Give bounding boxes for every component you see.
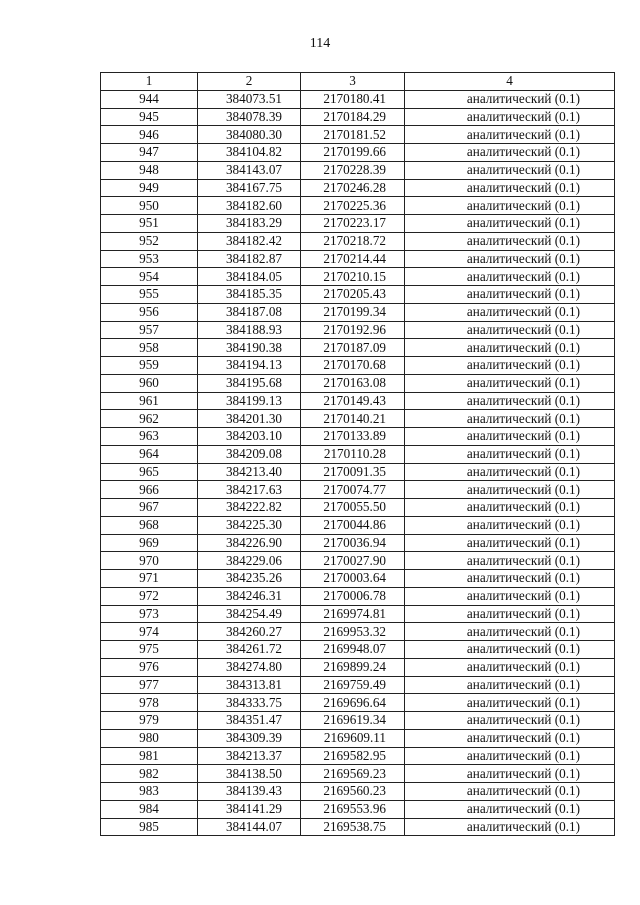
point-number-cell: 983 (101, 783, 198, 801)
method-cell: аналитический (0.1) (405, 428, 615, 446)
y-coordinate-cell: 2170180.41 (301, 90, 405, 108)
method-cell: аналитический (0.1) (405, 623, 615, 641)
table-row (101, 144, 615, 162)
method-cell: аналитический (0.1) (405, 392, 615, 410)
y-coordinate-cell: 2170246.28 (301, 179, 405, 197)
method-cell: аналитический (0.1) (405, 357, 615, 375)
method-cell: аналитический (0.1) (405, 374, 615, 392)
table-row (101, 516, 615, 534)
table-row (101, 570, 615, 588)
y-coordinate-cell: 2170044.86 (301, 516, 405, 534)
y-coordinate-cell: 2169948.07 (301, 641, 405, 659)
point-number-cell: 953 (101, 250, 198, 268)
x-coordinate-cell: 384080.30 (198, 126, 301, 144)
point-number-cell: 962 (101, 410, 198, 428)
y-coordinate-cell: 2170006.78 (301, 587, 405, 605)
column-header-3: 3 (301, 73, 405, 91)
x-coordinate-cell: 384187.08 (198, 303, 301, 321)
method-cell: аналитический (0.1) (405, 126, 615, 144)
method-cell: аналитический (0.1) (405, 90, 615, 108)
table-row (101, 605, 615, 623)
method-cell: аналитический (0.1) (405, 552, 615, 570)
y-coordinate-cell: 2170187.09 (301, 339, 405, 357)
method-cell: аналитический (0.1) (405, 729, 615, 747)
y-coordinate-cell: 2169619.34 (301, 712, 405, 730)
point-number-cell: 944 (101, 90, 198, 108)
point-number-cell: 946 (101, 126, 198, 144)
table-row (101, 161, 615, 179)
method-cell: аналитический (0.1) (405, 747, 615, 765)
point-number-cell: 982 (101, 765, 198, 783)
point-number-cell: 970 (101, 552, 198, 570)
table-row (101, 321, 615, 339)
point-number-cell: 957 (101, 321, 198, 339)
method-cell: аналитический (0.1) (405, 108, 615, 126)
y-coordinate-cell: 2170027.90 (301, 552, 405, 570)
table-row (101, 374, 615, 392)
point-number-cell: 960 (101, 374, 198, 392)
x-coordinate-cell: 384182.42 (198, 232, 301, 250)
method-cell: аналитический (0.1) (405, 321, 615, 339)
y-coordinate-cell: 2169899.24 (301, 658, 405, 676)
y-coordinate-cell: 2170199.34 (301, 303, 405, 321)
table-row (101, 303, 615, 321)
x-coordinate-cell: 384274.80 (198, 658, 301, 676)
method-cell: аналитический (0.1) (405, 605, 615, 623)
table-row (101, 712, 615, 730)
point-number-cell: 985 (101, 818, 198, 836)
x-coordinate-cell: 384226.90 (198, 534, 301, 552)
table-row (101, 552, 615, 570)
method-cell: аналитический (0.1) (405, 144, 615, 162)
x-coordinate-cell: 384182.60 (198, 197, 301, 215)
method-cell: аналитический (0.1) (405, 463, 615, 481)
x-coordinate-cell: 384182.87 (198, 250, 301, 268)
method-cell: аналитический (0.1) (405, 481, 615, 499)
method-cell: аналитический (0.1) (405, 641, 615, 659)
method-cell: аналитический (0.1) (405, 534, 615, 552)
y-coordinate-cell: 2170163.08 (301, 374, 405, 392)
point-number-cell: 969 (101, 534, 198, 552)
method-cell: аналитический (0.1) (405, 339, 615, 357)
point-number-cell: 958 (101, 339, 198, 357)
x-coordinate-cell: 384261.72 (198, 641, 301, 659)
point-number-cell: 959 (101, 357, 198, 375)
y-coordinate-cell: 2169569.23 (301, 765, 405, 783)
method-cell: аналитический (0.1) (405, 765, 615, 783)
table-row (101, 268, 615, 286)
x-coordinate-cell: 384073.51 (198, 90, 301, 108)
y-coordinate-cell: 2170218.72 (301, 232, 405, 250)
x-coordinate-cell: 384078.39 (198, 108, 301, 126)
table-row (101, 676, 615, 694)
y-coordinate-cell: 2169560.23 (301, 783, 405, 801)
table-row (101, 800, 615, 818)
table-row (101, 587, 615, 605)
method-cell: аналитический (0.1) (405, 694, 615, 712)
table-row (101, 818, 615, 836)
y-coordinate-cell: 2170192.96 (301, 321, 405, 339)
method-cell: аналитический (0.1) (405, 268, 615, 286)
table-row (101, 286, 615, 304)
point-number-cell: 979 (101, 712, 198, 730)
x-coordinate-cell: 384167.75 (198, 179, 301, 197)
y-coordinate-cell: 2169953.32 (301, 623, 405, 641)
y-coordinate-cell: 2169609.11 (301, 729, 405, 747)
y-coordinate-cell: 2170199.66 (301, 144, 405, 162)
y-coordinate-cell: 2170149.43 (301, 392, 405, 410)
page-number: 114 (309, 36, 331, 51)
table-row (101, 463, 615, 481)
coordinates-table (100, 72, 615, 836)
table-row (101, 197, 615, 215)
y-coordinate-cell: 2170074.77 (301, 481, 405, 499)
method-cell: аналитический (0.1) (405, 303, 615, 321)
x-coordinate-cell: 384201.30 (198, 410, 301, 428)
x-coordinate-cell: 384195.68 (198, 374, 301, 392)
method-cell: аналитический (0.1) (405, 570, 615, 588)
point-number-cell: 955 (101, 286, 198, 304)
x-coordinate-cell: 384229.06 (198, 552, 301, 570)
table-row (101, 179, 615, 197)
table-row (101, 534, 615, 552)
y-coordinate-cell: 2170210.15 (301, 268, 405, 286)
y-coordinate-cell: 2170225.36 (301, 197, 405, 215)
point-number-cell: 966 (101, 481, 198, 499)
point-number-cell: 973 (101, 605, 198, 623)
table-row (101, 765, 615, 783)
x-coordinate-cell: 384139.43 (198, 783, 301, 801)
method-cell: аналитический (0.1) (405, 818, 615, 836)
x-coordinate-cell: 384313.81 (198, 676, 301, 694)
y-coordinate-cell: 2170184.29 (301, 108, 405, 126)
point-number-cell: 950 (101, 197, 198, 215)
point-number-cell: 978 (101, 694, 198, 712)
table-row (101, 499, 615, 517)
table-row (101, 747, 615, 765)
method-cell: аналитический (0.1) (405, 499, 615, 517)
method-cell: аналитический (0.1) (405, 676, 615, 694)
table-row (101, 126, 615, 144)
table-row (101, 623, 615, 641)
x-coordinate-cell: 384188.93 (198, 321, 301, 339)
y-coordinate-cell: 2170223.17 (301, 215, 405, 233)
table-row (101, 641, 615, 659)
point-number-cell: 949 (101, 179, 198, 197)
table-row (101, 658, 615, 676)
point-number-cell: 964 (101, 445, 198, 463)
y-coordinate-cell: 2170110.28 (301, 445, 405, 463)
x-coordinate-cell: 384190.38 (198, 339, 301, 357)
method-cell: аналитический (0.1) (405, 179, 615, 197)
x-coordinate-cell: 384141.29 (198, 800, 301, 818)
y-coordinate-cell: 2169538.75 (301, 818, 405, 836)
method-cell: аналитический (0.1) (405, 286, 615, 304)
x-coordinate-cell: 384260.27 (198, 623, 301, 641)
table-row (101, 250, 615, 268)
table-body (101, 73, 615, 836)
point-number-cell: 945 (101, 108, 198, 126)
method-cell: аналитический (0.1) (405, 783, 615, 801)
point-number-cell: 980 (101, 729, 198, 747)
method-cell: аналитический (0.1) (405, 800, 615, 818)
y-coordinate-cell: 2170003.64 (301, 570, 405, 588)
x-coordinate-cell: 384351.47 (198, 712, 301, 730)
point-number-cell: 956 (101, 303, 198, 321)
y-coordinate-cell: 2169582.95 (301, 747, 405, 765)
method-cell: аналитический (0.1) (405, 445, 615, 463)
table-header-row (101, 73, 615, 91)
table-row (101, 357, 615, 375)
x-coordinate-cell: 384217.63 (198, 481, 301, 499)
point-number-cell: 975 (101, 641, 198, 659)
method-cell: аналитический (0.1) (405, 712, 615, 730)
table-row (101, 410, 615, 428)
x-coordinate-cell: 384309.39 (198, 729, 301, 747)
y-coordinate-cell: 2170181.52 (301, 126, 405, 144)
method-cell: аналитический (0.1) (405, 410, 615, 428)
x-coordinate-cell: 384254.49 (198, 605, 301, 623)
x-coordinate-cell: 384213.40 (198, 463, 301, 481)
x-coordinate-cell: 384143.07 (198, 161, 301, 179)
column-header-4: 4 (405, 73, 615, 91)
x-coordinate-cell: 384104.82 (198, 144, 301, 162)
table-row (101, 108, 615, 126)
x-coordinate-cell: 384185.35 (198, 286, 301, 304)
table-row (101, 783, 615, 801)
x-coordinate-cell: 384203.10 (198, 428, 301, 446)
y-coordinate-cell: 2169553.96 (301, 800, 405, 818)
method-cell: аналитический (0.1) (405, 516, 615, 534)
point-number-cell: 954 (101, 268, 198, 286)
column-header-2: 2 (198, 73, 301, 91)
x-coordinate-cell: 384213.37 (198, 747, 301, 765)
y-coordinate-cell: 2170055.50 (301, 499, 405, 517)
point-number-cell: 972 (101, 587, 198, 605)
method-cell: аналитический (0.1) (405, 161, 615, 179)
method-cell: аналитический (0.1) (405, 197, 615, 215)
method-cell: аналитический (0.1) (405, 658, 615, 676)
y-coordinate-cell: 2170228.39 (301, 161, 405, 179)
table-row (101, 339, 615, 357)
y-coordinate-cell: 2170140.21 (301, 410, 405, 428)
y-coordinate-cell: 2169696.64 (301, 694, 405, 712)
x-coordinate-cell: 384222.82 (198, 499, 301, 517)
point-number-cell: 976 (101, 658, 198, 676)
point-number-cell: 977 (101, 676, 198, 694)
table-row (101, 215, 615, 233)
table-row (101, 729, 615, 747)
x-coordinate-cell: 384183.29 (198, 215, 301, 233)
y-coordinate-cell: 2169759.49 (301, 676, 405, 694)
table-row (101, 392, 615, 410)
table-row (101, 445, 615, 463)
y-coordinate-cell: 2170214.44 (301, 250, 405, 268)
point-number-cell: 968 (101, 516, 198, 534)
x-coordinate-cell: 384225.30 (198, 516, 301, 534)
table-row (101, 694, 615, 712)
method-cell: аналитический (0.1) (405, 250, 615, 268)
x-coordinate-cell: 384138.50 (198, 765, 301, 783)
point-number-cell: 961 (101, 392, 198, 410)
table-row (101, 428, 615, 446)
y-coordinate-cell: 2170170.68 (301, 357, 405, 375)
y-coordinate-cell: 2169974.81 (301, 605, 405, 623)
x-coordinate-cell: 384199.13 (198, 392, 301, 410)
method-cell: аналитический (0.1) (405, 587, 615, 605)
x-coordinate-cell: 384235.26 (198, 570, 301, 588)
table-row (101, 90, 615, 108)
x-coordinate-cell: 384333.75 (198, 694, 301, 712)
table-row (101, 232, 615, 250)
point-number-cell: 965 (101, 463, 198, 481)
x-coordinate-cell: 384194.13 (198, 357, 301, 375)
x-coordinate-cell: 384209.08 (198, 445, 301, 463)
table-row (101, 481, 615, 499)
method-cell: аналитический (0.1) (405, 215, 615, 233)
point-number-cell: 948 (101, 161, 198, 179)
y-coordinate-cell: 2170133.89 (301, 428, 405, 446)
y-coordinate-cell: 2170036.94 (301, 534, 405, 552)
y-coordinate-cell: 2170205.43 (301, 286, 405, 304)
x-coordinate-cell: 384246.31 (198, 587, 301, 605)
column-header-1: 1 (101, 73, 198, 91)
point-number-cell: 981 (101, 747, 198, 765)
point-number-cell: 951 (101, 215, 198, 233)
point-number-cell: 974 (101, 623, 198, 641)
point-number-cell: 984 (101, 800, 198, 818)
point-number-cell: 967 (101, 499, 198, 517)
x-coordinate-cell: 384144.07 (198, 818, 301, 836)
y-coordinate-cell: 2170091.35 (301, 463, 405, 481)
point-number-cell: 952 (101, 232, 198, 250)
x-coordinate-cell: 384184.05 (198, 268, 301, 286)
point-number-cell: 963 (101, 428, 198, 446)
point-number-cell: 947 (101, 144, 198, 162)
point-number-cell: 971 (101, 570, 198, 588)
method-cell: аналитический (0.1) (405, 232, 615, 250)
